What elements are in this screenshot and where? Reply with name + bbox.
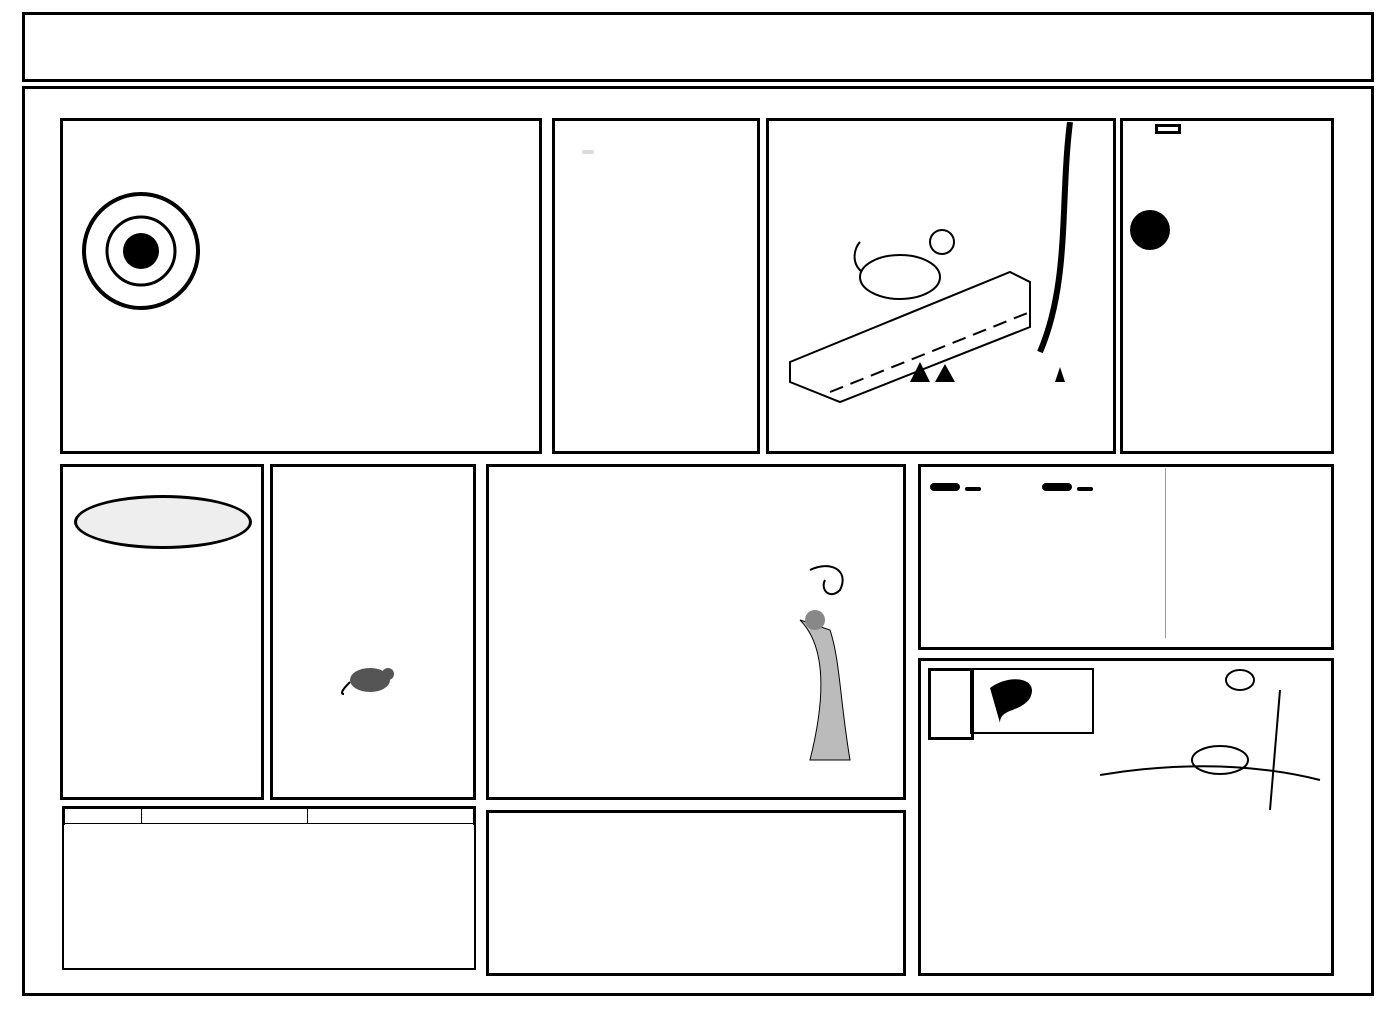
seal-stamp [82, 192, 200, 310]
dogs-illustration [1100, 650, 1330, 820]
results-title [142, 809, 308, 824]
tag-prefix [930, 483, 960, 491]
spirit-text-columns [540, 545, 720, 775]
poem-box [270, 464, 476, 800]
picture-label [928, 668, 974, 740]
results-header-left [65, 809, 142, 824]
black-dot-icon [1130, 210, 1170, 250]
special-code-title [74, 495, 252, 549]
tag-prefix [1042, 483, 1072, 491]
results-right-title [308, 809, 474, 824]
rat-icon [340, 660, 400, 696]
find-code-box [1120, 118, 1334, 454]
tag-label [965, 487, 981, 491]
special-open-tag [1042, 476, 1093, 495]
results-box [62, 806, 476, 970]
results-table [64, 808, 474, 824]
six-numbers-box [552, 118, 760, 454]
header-frame [22, 12, 1374, 82]
total-open-tag [930, 476, 981, 495]
find-code-title [1155, 124, 1181, 134]
pills-box [486, 810, 906, 976]
six-numbers-title [582, 150, 594, 154]
tag-label [1077, 487, 1093, 491]
mini-stats [1165, 468, 1220, 638]
immortal-figure-illustration [770, 560, 880, 790]
ink-illustration [970, 668, 1094, 734]
dog-ramp-illustration [770, 122, 1112, 450]
